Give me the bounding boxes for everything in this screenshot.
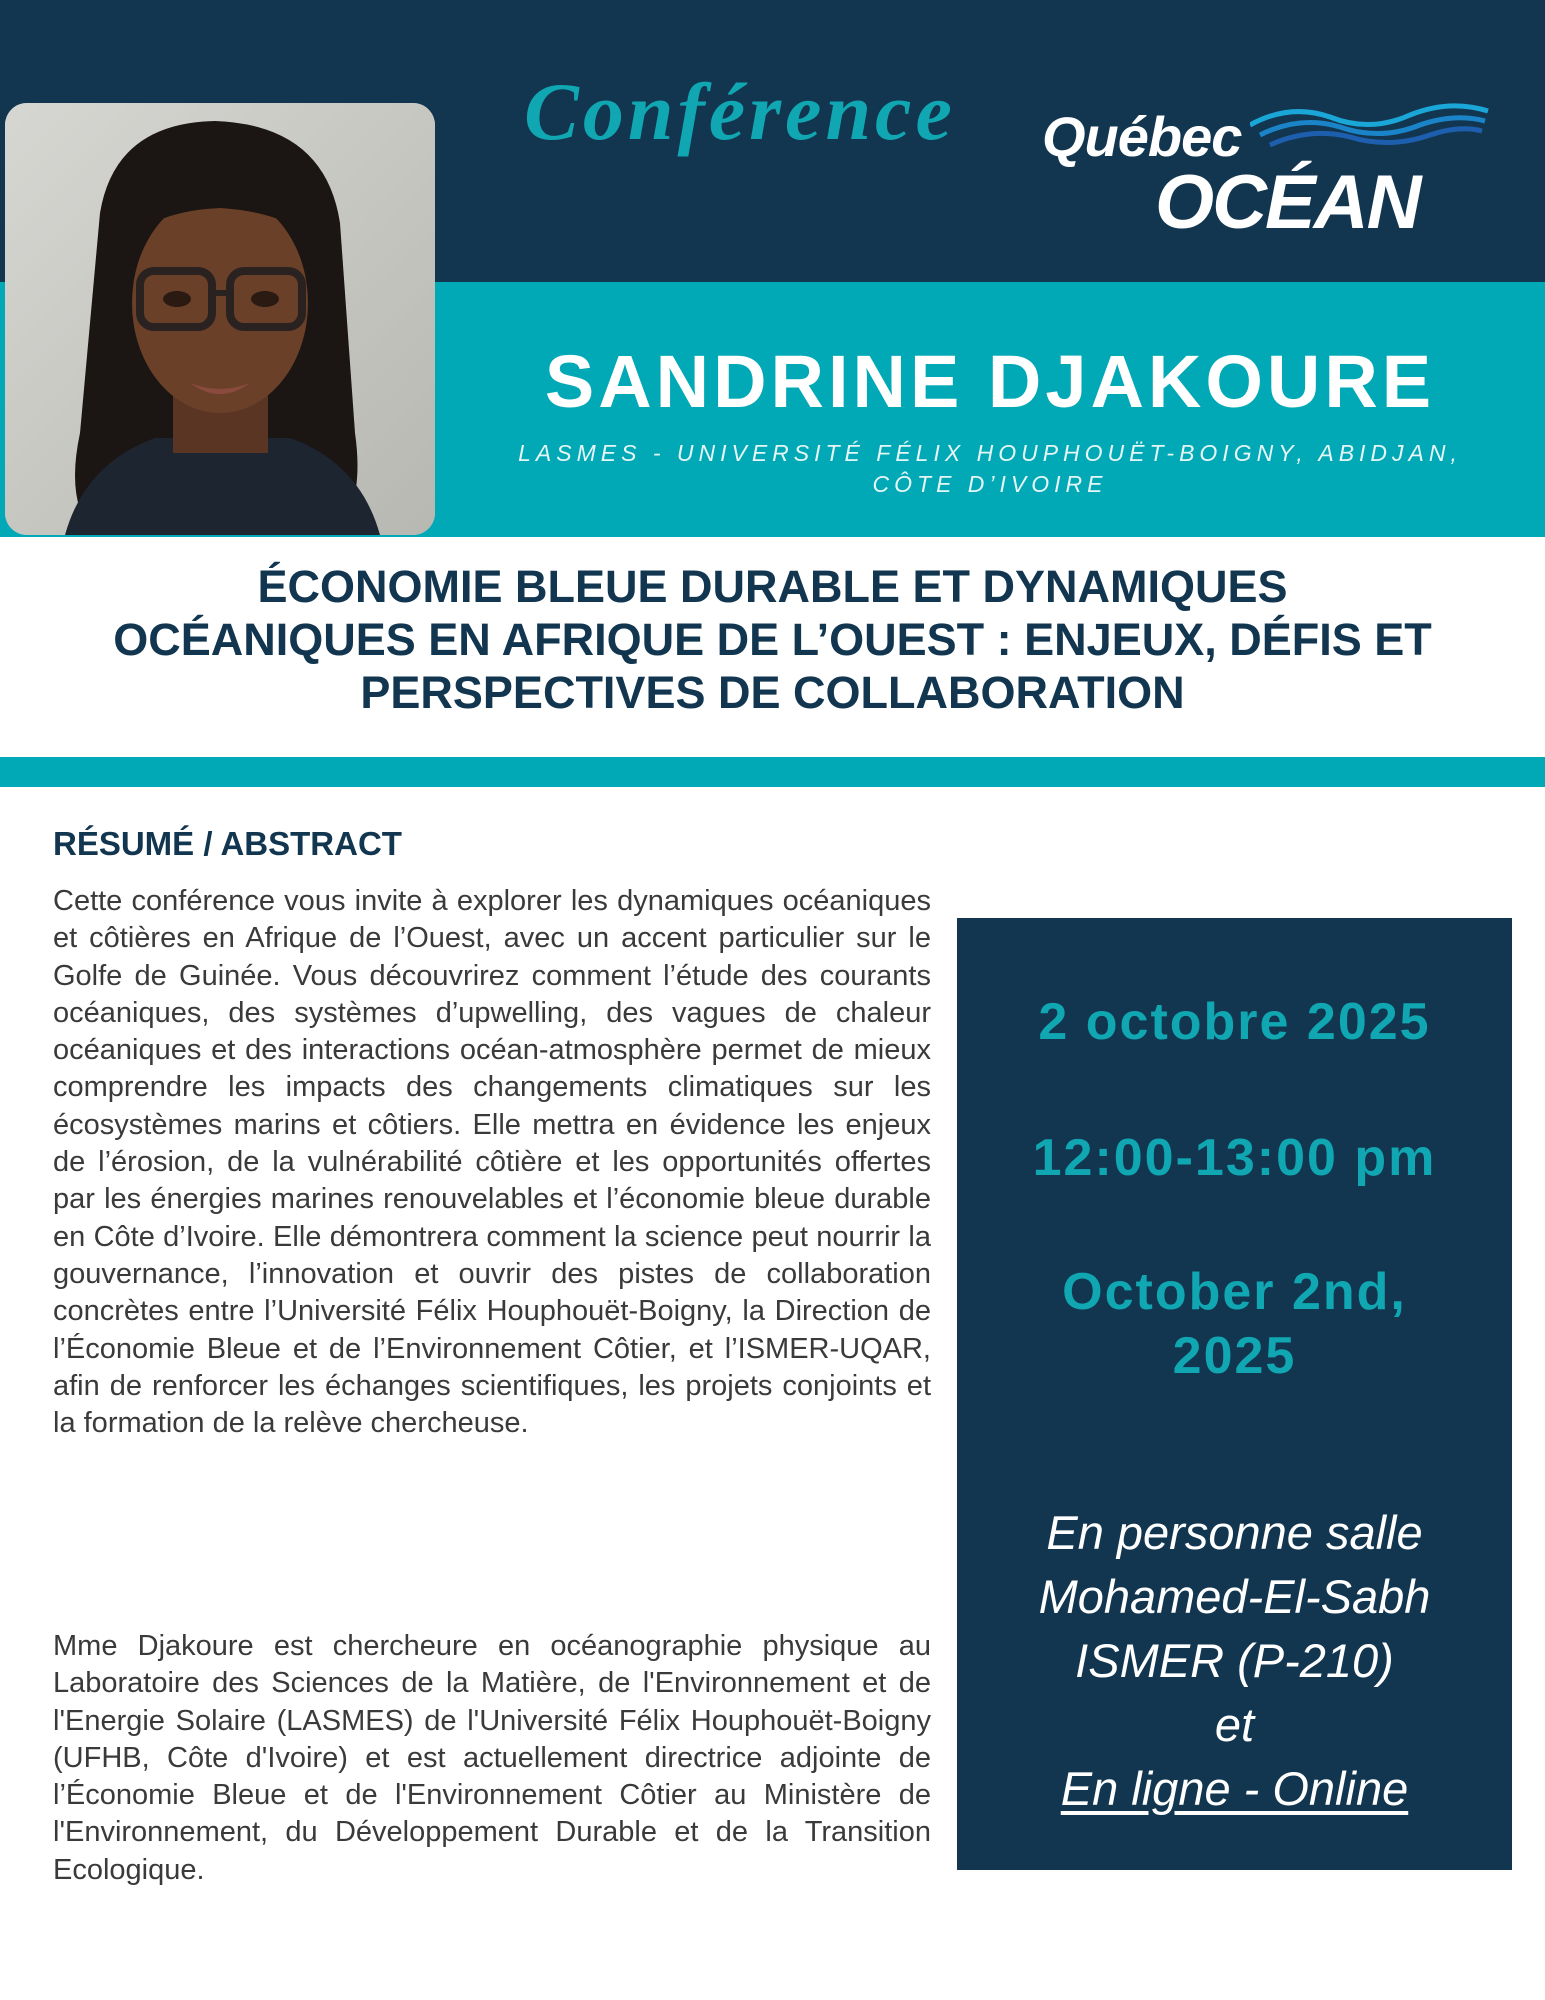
location-line: et: [1214, 1698, 1255, 1751]
event-date-fr: 2 octobre 2025: [1038, 993, 1431, 1051]
talk-title: [20, 560, 1525, 719]
location-line: ISMER (P-210): [1075, 1634, 1394, 1687]
logo-text-quebec: Québec: [1042, 105, 1242, 168]
abstract-heading: RÉSUMÉ / ABSTRACT: [53, 825, 402, 862]
speaker-photo: [5, 103, 435, 535]
event-date-en: [957, 1260, 1512, 1388]
event-date-en-line: October 2nd,: [1062, 1263, 1407, 1321]
talk-title-line: PERSPECTIVES DE COLLABORATION: [360, 667, 1185, 718]
logo-text-ocean: OCÉAN: [1155, 160, 1420, 245]
section-divider: [0, 757, 1545, 787]
event-location: [957, 1501, 1512, 1821]
event-info-box: [957, 918, 1512, 1870]
talk-title-line: ÉCONOMIE BLEUE DURABLE ET DYNAMIQUES: [257, 561, 1288, 612]
location-line: En personne salle: [1046, 1506, 1423, 1559]
event-time: 12:00-13:00 pm: [1032, 1129, 1437, 1187]
speaker-affiliation: [440, 438, 1540, 500]
affiliation-line: LASMES - UNIVERSITÉ FÉLIX HOUPHOUËT-BOIGNY, ABIDJAN,: [518, 440, 1462, 466]
event-type-heading: Conférence: [524, 66, 956, 157]
quebec-ocean-logo: [1040, 95, 1490, 245]
online-link[interactable]: En ligne - Online: [1060, 1762, 1409, 1815]
event-date-en-line: 2025: [1172, 1327, 1297, 1385]
speaker-bio: Mme Djakoure est chercheure en océanographie physique au Laboratoire des Sciences de la Matière, de l'Environnement et de l'Energie Solaire (LASMES) de l'Université Félix Houphouët-Boigny (UFHB, Côte d'Ivoire) et est actuellement directrice adjointe de l’Économie Bleue et de l'Environnement Côtier au Ministère de l'Environnement, du Développement Durable et de la Transition Ecologique.: [53, 1630, 931, 1886]
location-line: Mohamed-El-Sabh: [1038, 1570, 1431, 1623]
affiliation-line: CÔTE D’IVOIRE: [872, 471, 1108, 497]
speaker-name: SANDRINE DJAKOURE: [544, 340, 1436, 423]
talk-title-line: OCÉANIQUES EN AFRIQUE DE L’OUEST : ENJEUX, DÉFIS ET: [113, 614, 1432, 665]
wave-icon: [1250, 95, 1490, 155]
abstract-text: Cette conférence vous invite à explorer les dynamiques océaniques et côtières en Afrique de l’Ouest, avec un accent particulier sur le Golfe de Guinée. Vous découvrirez comment l’étude des courants océaniques, des systèmes d’upwelling, des vagues de chaleur océaniques et des interactions océan-atmosphère permet de mieux comprendre les impacts des changements climatiques sur les écosystèmes marins et côtiers. Elle mettra en évidence les enjeux de l’érosion, de la vulnérabilité côtière et les opportunités offertes par les énergies marines renouvelables et l’économie bleue durable en Côte d’Ivoire. Elle démontrera comment la science peut nourrir la gouvernance, l’innovation et ouvrir des pistes de collaboration concrètes entre l’Université Félix Houphouët-Boigny, la Direction de l’Économie Bleue et de l’Environnement Côtier, et l’ISMER-UQAR, afin de renforcer les échanges scientifiques, les projets conjoints et la formation de la relève chercheuse.: [53, 885, 931, 1440]
